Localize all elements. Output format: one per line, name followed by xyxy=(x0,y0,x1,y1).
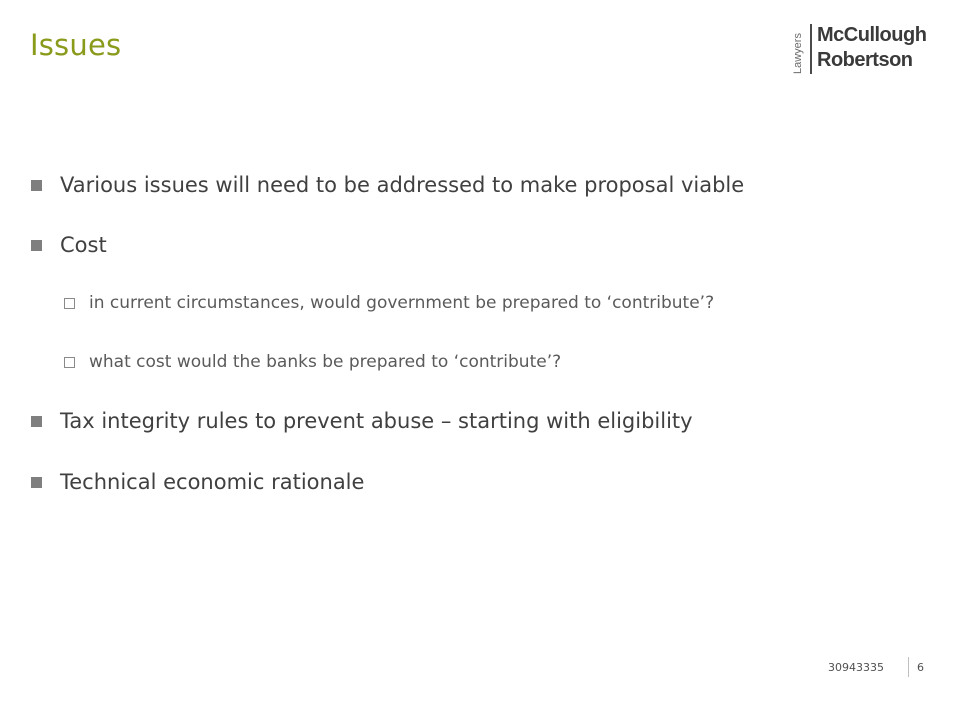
filled-square-bullet-icon xyxy=(31,477,42,488)
logo-lawyers-label: Lawyers xyxy=(792,33,804,74)
filled-square-bullet-icon xyxy=(31,416,42,427)
filled-square-bullet-icon xyxy=(31,240,42,251)
filled-square-bullet-icon xyxy=(31,180,42,191)
sub-bullet-text: what cost would the banks be prepared to ‘contribute’? xyxy=(89,352,562,372)
sub-bullet-item xyxy=(64,352,561,372)
logo-line-1: McCullough xyxy=(817,24,927,46)
footer-divider xyxy=(908,657,909,677)
bullet-text: Cost xyxy=(60,233,107,257)
bullet-text: Tax integrity rules to prevent abuse – starting with eligibility xyxy=(60,409,693,433)
logo-line-2: Robertson xyxy=(817,49,913,71)
sub-bullet-item xyxy=(64,293,714,313)
bullet-text: Various issues will need to be addressed to make proposal viable xyxy=(60,173,745,197)
hollow-square-bullet-icon xyxy=(64,357,75,368)
bullet-text: Technical economic rationale xyxy=(60,470,365,494)
bullet-item xyxy=(31,173,744,197)
hollow-square-bullet-icon xyxy=(64,298,75,309)
bullet-item xyxy=(31,470,364,494)
slide-title: Issues xyxy=(30,28,122,62)
bullet-item xyxy=(31,233,107,257)
bullet-item xyxy=(31,409,693,433)
document-number: 30943335 xyxy=(828,661,884,674)
sub-bullet-text: in current circumstances, would government be prepared to ‘contribute’? xyxy=(89,293,715,313)
page-number: 6 xyxy=(917,661,924,674)
